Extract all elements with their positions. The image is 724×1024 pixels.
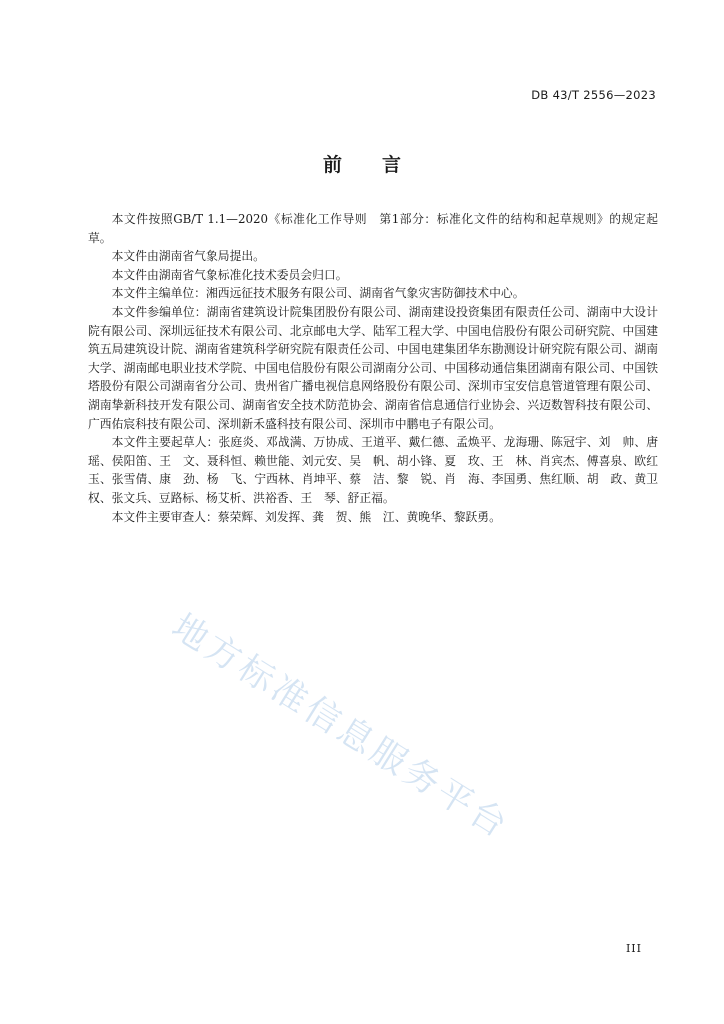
page-title: 前言 xyxy=(322,154,441,176)
paragraph-drafting-rules: 本文件按照GB/T 1.1—2020《标准化工作导则 第1部分：标准化文件的结构和起草规则》的规定起草。 xyxy=(88,212,658,245)
foreword-body xyxy=(88,210,670,526)
paragraph-participating-units: 本文件参编单位：湖南省建筑设计院集团股份有限公司、湖南建设投资集团有限责任公司、湖南中大设计院有限公司、深圳远征技术有限公司、北京邮电大学、陆军工程大学、中国电信股份有限公司研究院、中国建筑五局建筑设计院、湖南省建筑科学研究院有限责任公司、中国电建集团华东勘测设计研究院有限公司、湖南大学、湖南邮电职业技术学院、中国电信股份有限公司湖南分公司、中国移动通信集团湖南有限公司、中国铁塔股份有限公司湖南省分公司、贵州省广播电视信息网络股份有限公司、深圳市宝安信息管道管理有限公司、湖南挚新科技开发有限公司、湖南省安全技术防范协会、湖南省信息通信行业协会、兴迈数智科技有限公司、广西佑宸科技有限公司、深圳新禾盛科技有限公司、深圳市中鹏电子有限公司。 xyxy=(88,304,658,431)
watermark-text: 地方标准信息服务平台 xyxy=(164,606,517,848)
paragraph-chief-editors: 本文件主编单位：湘西远征技术服务有限公司、湖南省气象灾害防御技术中心。 xyxy=(111,286,525,301)
document-code: DB 43/T 2556—2023 xyxy=(531,88,656,102)
paragraph-main-reviewers: 本文件主要审查人：蔡荣辉、刘发挥、龚 贺、熊 江、黄晚华、黎跃勇。 xyxy=(111,509,501,524)
paragraph-centralized-unit: 本文件由湖南省气象标准化技术委员会归口。 xyxy=(111,267,348,282)
paragraph-proposer: 本文件由湖南省气象局提出。 xyxy=(111,249,265,264)
page-number: III xyxy=(625,942,642,955)
paragraph-main-drafters: 本文件主要起草人：张庭炎、邓战满、万协成、王道平、戴仁德、孟焕平、龙海珊、陈冠宇、刘 帅、唐 瑶、侯阳笛、王 文、聂科恒、赖世能、刘元安、吴 帆、胡小锋、夏 玫、王 林、肖宾杰、傅喜泉、欧红玉、张雪倩、康 劲、杨 飞、宁西林、肖坤平、蔡 洁、黎 锐、肖 海、李国勇、焦红顺、胡 政、黄卫权、张文兵、豆路标、杨艾析、洪裕香、王 琴、舒正福。 xyxy=(88,435,670,505)
